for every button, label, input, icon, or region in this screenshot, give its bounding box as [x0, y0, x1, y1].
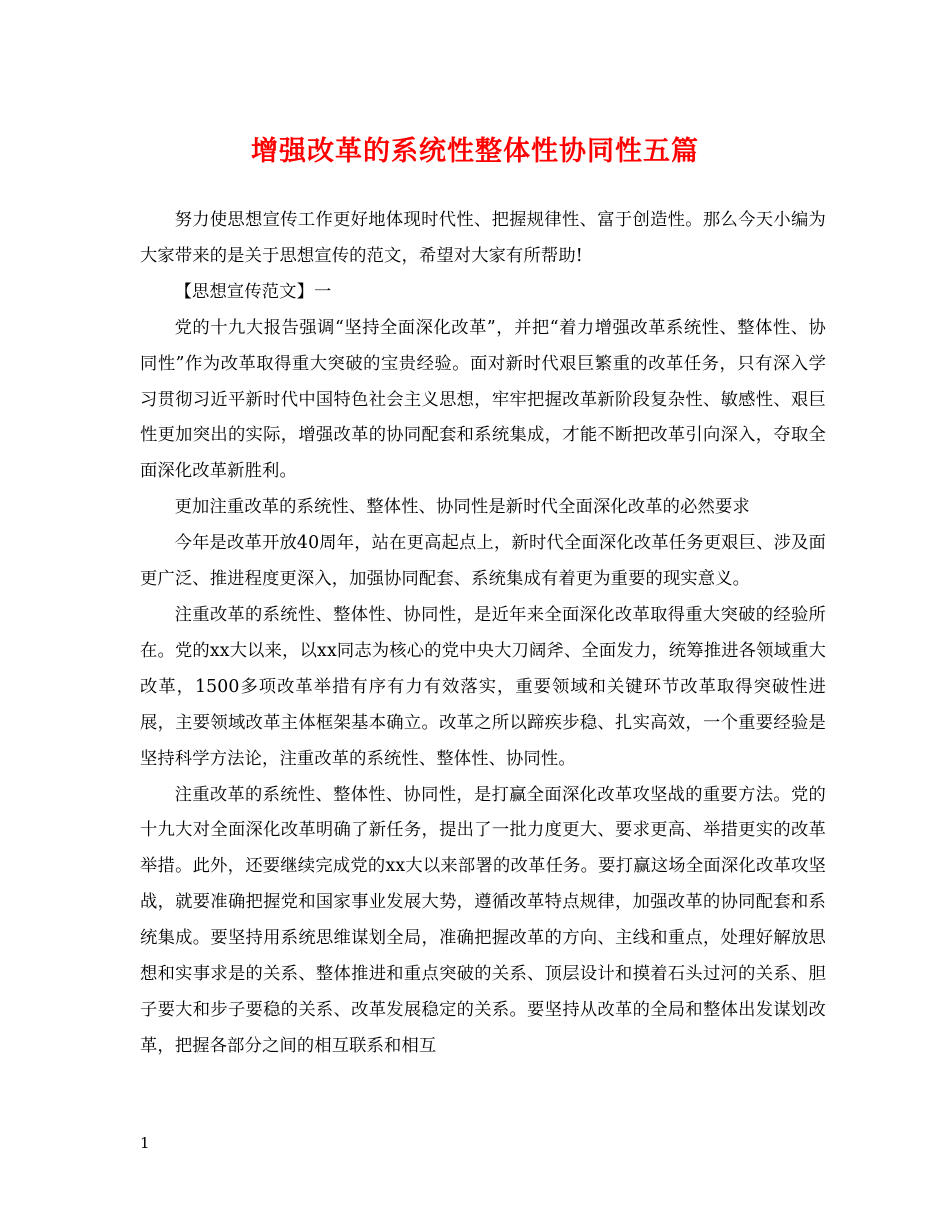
paragraph-5: 注重改革的系统性、整体性、协同性，是打赢全面深化改革攻坚战的重要方法。党的十九大对全面深化改革明确了新任务，提出了一批力度更大、要求更高、举措更实的改革举措。此外，还要继续完成党的xx大以来部署的改革任务。要打赢这场全面深化改革攻坚战，就要准确把握党和国家事业发展大势，遵循改革特点规律，加强改革的协同配套和系统集成。要坚持用系统思维谋划全局，准确把握改革的方向、主线和重点，处理好解放思想和实事求是的关系、整体推进和重点突破的关系、顶层设计和摸着石头过河的关系、胆子要大和步子要稳的关系、改革发展稳定的关系。要坚持从改革的全局和整体出发谋划改革，把握各部分之间的相互联系和相互 — [140, 784, 826, 1056]
page-number: 1 — [140, 1134, 150, 1152]
document-title: 增强改革的系统性整体性协同性五篇 — [251, 136, 699, 167]
paragraph-3: 今年是改革开放40周年，站在更高起点上，新时代全面深化改革任务更艰巨、涉及面更广泛、推进程度更深入，加强协同配套、系统集成有着更为重要的现实意义。 — [140, 533, 826, 590]
document-body — [140, 203, 826, 1065]
paragraph-2: 更加注重改革的系统性、整体性、协同性是新时代全面深化改革的必然要求 — [174, 497, 750, 518]
paragraph-section-heading: 【思想宣传范文】一 — [174, 281, 332, 302]
paragraph-intro: 努力使思想宣传工作更好地体现时代性、把握规律性、富于创造性。那么今天小编为大家带来的是关于思想宣传的范文，希望对大家有所帮助! — [140, 210, 826, 266]
paragraph-4: 注重改革的系统性、整体性、协同性，是近年来全面深化改革取得重大突破的经验所在。党的xx大以来，以xx同志为核心的党中央大刀阔斧、全面发力，统筹推进各领域重大改革，1500多项改革举措有序有力有效落实，重要领域和关键环节改革取得突破性进展，主要领域改革主体框架基本确立。改革之所以蹄疾步稳、扎实高效，一个重要经验是坚持科学方法论，注重改革的系统性、整体性、协同性。 — [140, 604, 826, 769]
paragraph-1: 党的十九大报告强调“坚持全面深化改革”，并把“着力增强改革系统性、整体性、协同性”作为改革取得重大突破的宝贵经验。面对新时代艰巨繁重的改革任务，只有深入学习贯彻习近平新时代中国特色社会主义思想，牢牢把握改革新阶段复杂性、敏感性、艰巨性更加突出的实际，增强改革的协同配套和系统集成，才能不断把改革引向深入，夺取全面深化改革新胜利。 — [140, 317, 826, 482]
